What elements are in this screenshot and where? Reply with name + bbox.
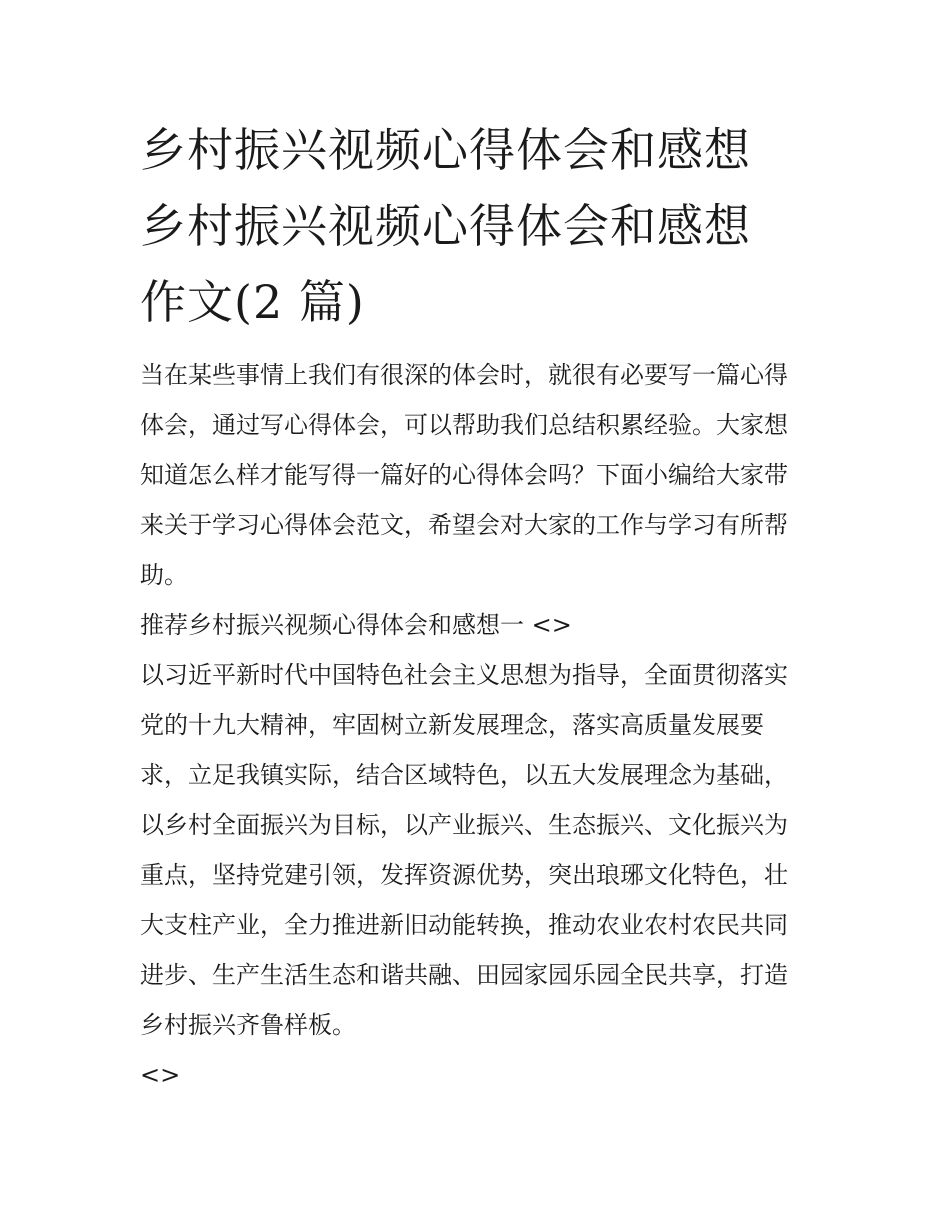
body-line-5: 重点，坚持党建引领，发挥资源优势，突出琅琊文化特色，壮 [140,861,788,889]
title-line-2: 乡村振兴视频心得体会和感想 [140,199,751,253]
body-line-3: 求，立足我镇实际，结合区域特色，以五大发展理念为基础， [140,761,788,789]
body-line-7: 进步、生产生活生态和谐共融、田园家园乐园全民共享，打造 [140,961,788,989]
document-page [140,112,820,1100]
intro-line-2: 体会，通过写心得体会，可以帮助我们总结积累经验。大家想 [140,411,788,439]
intro-line-4: 来关于学习心得体会范文，希望会对大家的工作与学习有所帮 [140,511,788,539]
body-line-2: 党的十九大精神，牢固树立新发展理念，落实高质量发展要 [140,711,764,739]
section-heading [140,600,820,650]
trailing-marker-text: <> [140,1061,181,1089]
intro-line-5: 助。 [140,561,188,589]
trailing-marker [140,1050,820,1100]
title-line-1: 乡村振兴视频心得体会和感想 [140,123,751,177]
document-title [140,112,820,340]
body-line-6: 大支柱产业，全力推进新旧动能转换，推动农业农村农民共同 [140,911,788,939]
body-line-1: 以习近平新时代中国特色社会主义思想为指导，全面贯彻落实 [140,661,788,689]
intro-line-1: 当在某些事情上我们有很深的体会时，就很有必要写一篇心得 [140,361,788,389]
section-heading-text: 推荐乡村振兴视频心得体会和感想一 <> [140,611,572,639]
intro-line-3: 知道怎么样才能写得一篇好的心得体会吗？下面小编给大家带 [140,461,788,489]
body-line-4: 以乡村全面振兴为目标，以产业振兴、生态振兴、文化振兴为 [140,811,788,839]
title-line-3: 作文(2 篇) [140,275,365,329]
intro-paragraph [140,350,820,600]
body-paragraph [140,650,820,1050]
body-line-8: 乡村振兴齐鲁样板。 [140,1011,356,1039]
